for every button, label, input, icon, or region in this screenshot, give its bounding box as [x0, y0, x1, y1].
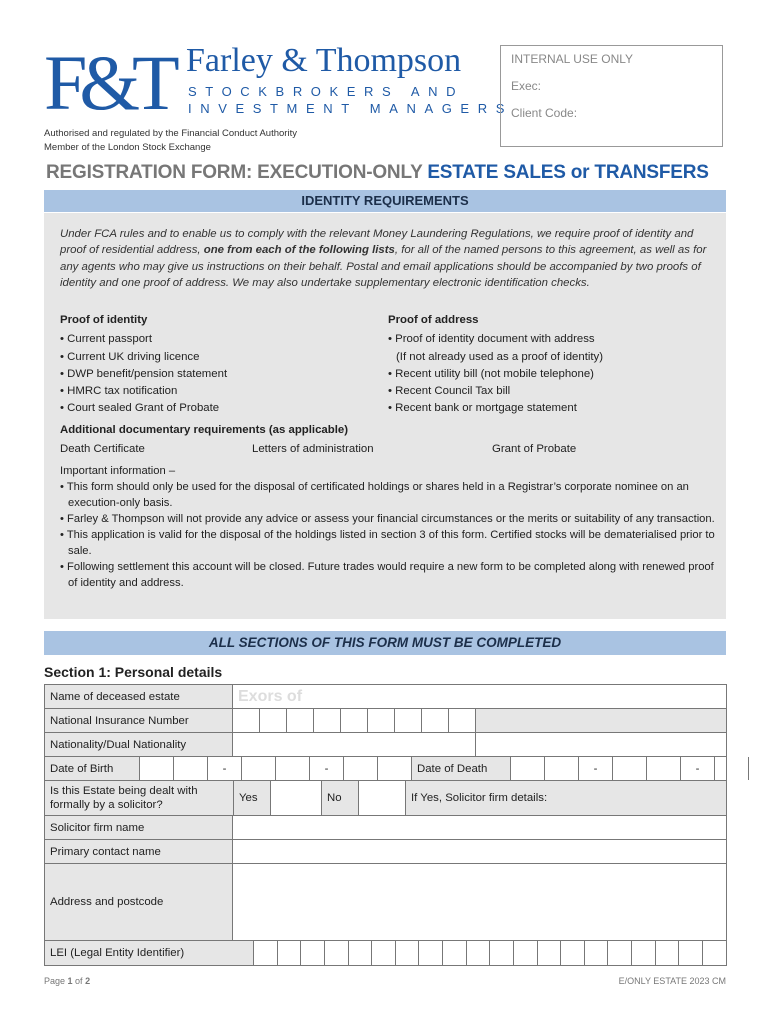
lei-box[interactable]	[513, 941, 537, 965]
client-code-field[interactable]: Client Code:	[511, 106, 578, 120]
lei-box[interactable]	[679, 941, 703, 965]
additional-grant-probate: Grant of Probate	[492, 443, 577, 455]
exchange-membership-text: Member of the London Stock Exchange	[44, 142, 211, 153]
lei-box[interactable]	[419, 941, 443, 965]
list-item: (If not already used as a proof of identity)	[396, 350, 604, 363]
section1-title: Section 1: Personal details	[44, 664, 223, 680]
if-yes-label: If Yes, Solicitor firm details:	[406, 781, 727, 815]
page-number: Page 1 of 2	[44, 976, 91, 986]
identity-heading: IDENTITY REQUIREMENTS	[44, 190, 726, 212]
dob-separator: -	[208, 757, 242, 780]
form-code: E/ONLY ESTATE 2023 CM	[618, 976, 726, 986]
ni-box[interactable]	[287, 709, 314, 733]
form-title	[46, 162, 709, 184]
important-information	[60, 463, 720, 591]
list-item: • Recent utility bill (not mobile telephone)	[388, 367, 594, 380]
proof-address-list	[388, 312, 718, 418]
estate-name-input[interactable]	[233, 685, 727, 709]
exec-field[interactable]: Exec:	[511, 79, 542, 93]
dod-box[interactable]	[749, 757, 770, 780]
lei-box[interactable]	[348, 941, 372, 965]
solicitor-firm-label: Solicitor firm name	[45, 816, 233, 840]
dod-label: Date of Death	[412, 757, 511, 780]
solicitor-question: Is this Estate being dealt with formally by a solicitor?	[45, 781, 234, 815]
list-item: • HMRC tax notification	[60, 385, 178, 398]
ni-box[interactable]	[341, 709, 368, 733]
dob-box[interactable]	[242, 757, 276, 780]
no-label: No	[322, 781, 359, 815]
primary-contact-label: Primary contact name	[45, 840, 233, 864]
proof-identity-title: Proof of identity	[60, 314, 148, 326]
nationality-label: Nationality/Dual Nationality	[45, 733, 233, 757]
list-item: • This form should only be used for the disposal of certificated holdings or shares held in a Registrar’s corporate nominee on an execution-only basis.	[60, 481, 689, 509]
list-item: • Recent Council Tax bill	[388, 385, 511, 398]
personal-details-table	[44, 684, 727, 966]
lei-box[interactable]	[301, 941, 325, 965]
brand-name: Farley & Thompson	[186, 42, 462, 79]
tagline-line1: STOCKBROKERS AND	[188, 84, 465, 99]
no-checkbox[interactable]	[359, 781, 406, 815]
important-title: Important information –	[60, 465, 176, 477]
ni-box[interactable]	[233, 709, 260, 733]
ni-box[interactable]	[395, 709, 422, 733]
additional-requirements-title: Additional documentary requirements (as applicable)	[60, 424, 348, 436]
dual-nationality-input[interactable]	[476, 733, 727, 757]
primary-contact-input[interactable]	[233, 840, 727, 864]
estate-name-label: Name of deceased estate	[45, 685, 233, 709]
proof-identity-list	[60, 312, 360, 418]
nationality-input[interactable]	[233, 733, 476, 757]
lei-box[interactable]	[372, 941, 396, 965]
list-item: • Court sealed Grant of Probate	[60, 402, 220, 415]
list-item: • DWP benefit/pension statement	[60, 367, 228, 380]
additional-letters-admin: Letters of administration	[252, 443, 374, 455]
dob-box[interactable]	[276, 757, 310, 780]
list-item: • This application is valid for the disposal of the holdings listed in section 3 of this form. Certified stocks will be dematerialised prior to sale.	[60, 529, 715, 557]
lei-box[interactable]	[466, 941, 490, 965]
lei-box[interactable]	[324, 941, 348, 965]
lei-box[interactable]	[561, 941, 585, 965]
lei-box[interactable]	[702, 941, 726, 965]
list-item: • Current passport	[60, 333, 152, 346]
lei-label: LEI (Legal Entity Identifier)	[45, 941, 254, 965]
dod-separator: -	[681, 757, 715, 780]
lei-box[interactable]	[490, 941, 514, 965]
lei-box[interactable]	[584, 941, 608, 965]
address-label: Address and postcode	[45, 864, 233, 941]
all-sections-banner: ALL SECTIONS OF THIS FORM MUST BE COMPLETED	[44, 631, 726, 655]
internal-use-title: INTERNAL USE ONLY	[511, 52, 634, 66]
lei-box[interactable]	[655, 941, 679, 965]
list-item: • Proof of identity document with address	[388, 333, 595, 346]
dod-box[interactable]	[647, 757, 681, 780]
proof-address-title: Proof of address	[388, 314, 479, 326]
regulation-text: Authorised and regulated by the Financial Conduct Authority	[44, 128, 297, 139]
list-item: • Farley & Thompson will not provide any advice or assess your financial circumstances or the merits or suitability of any transaction.	[60, 513, 715, 525]
address-input[interactable]	[233, 864, 727, 941]
lei-box[interactable]	[443, 941, 467, 965]
ni-filler	[476, 709, 727, 733]
internal-use-box	[500, 45, 723, 147]
dob-box[interactable]	[140, 757, 174, 780]
dob-separator: -	[310, 757, 344, 780]
yes-checkbox[interactable]	[271, 781, 322, 815]
lei-box[interactable]	[632, 941, 656, 965]
yes-label: Yes	[234, 781, 271, 815]
lei-box[interactable]	[254, 941, 278, 965]
ni-box[interactable]	[368, 709, 395, 733]
ni-box[interactable]	[449, 709, 476, 733]
ni-number-label: National Insurance Number	[45, 709, 233, 733]
dod-separator: -	[579, 757, 613, 780]
ni-box[interactable]	[422, 709, 449, 733]
lei-box[interactable]	[395, 941, 419, 965]
lei-box[interactable]	[608, 941, 632, 965]
dob-label: Date of Birth	[45, 757, 140, 780]
ni-box[interactable]	[314, 709, 341, 733]
company-logo: F&T	[44, 39, 172, 126]
lei-box[interactable]	[277, 941, 301, 965]
form-title-main: REGISTRATION FORM: EXECUTION-ONLY	[46, 162, 428, 183]
list-item: • Following settlement this account will be closed. Future trades would require a new form to be completed along with renewed proof of identity and address.	[60, 561, 714, 589]
dod-box[interactable]	[511, 757, 545, 780]
estate-name-placeholder: Exors of	[238, 687, 303, 705]
solicitor-firm-input[interactable]	[233, 816, 727, 840]
list-item: • Current UK driving licence	[60, 350, 200, 363]
additional-death-certificate: Death Certificate	[60, 443, 145, 455]
dob-box[interactable]	[378, 757, 412, 780]
lei-box[interactable]	[537, 941, 561, 965]
form-title-highlight: ESTATE SALES or TRANSFERS	[427, 162, 709, 183]
dob-box[interactable]	[174, 757, 208, 780]
identity-intro: Under FCA rules and to enable us to comply with the relevant Money Laundering Regulations, we require proof of identity and proof of residential address, one from each of the following lists, for all of the named persons to this agreement, as well as for any agents who may give us instructions on their behalf. Postal and email applications should be accompanied by two proofs of identity and one proof of address. We may also undertake supplementary electronic identification checks.	[60, 228, 707, 289]
ni-box[interactable]	[260, 709, 287, 733]
dod-box[interactable]	[715, 757, 749, 780]
dob-box[interactable]	[344, 757, 378, 780]
list-item: • Recent bank or mortgage statement	[388, 402, 577, 415]
dod-box[interactable]	[613, 757, 647, 780]
dod-box[interactable]	[545, 757, 579, 780]
tagline-line2: INVESTMENT MANAGERS	[188, 101, 513, 116]
